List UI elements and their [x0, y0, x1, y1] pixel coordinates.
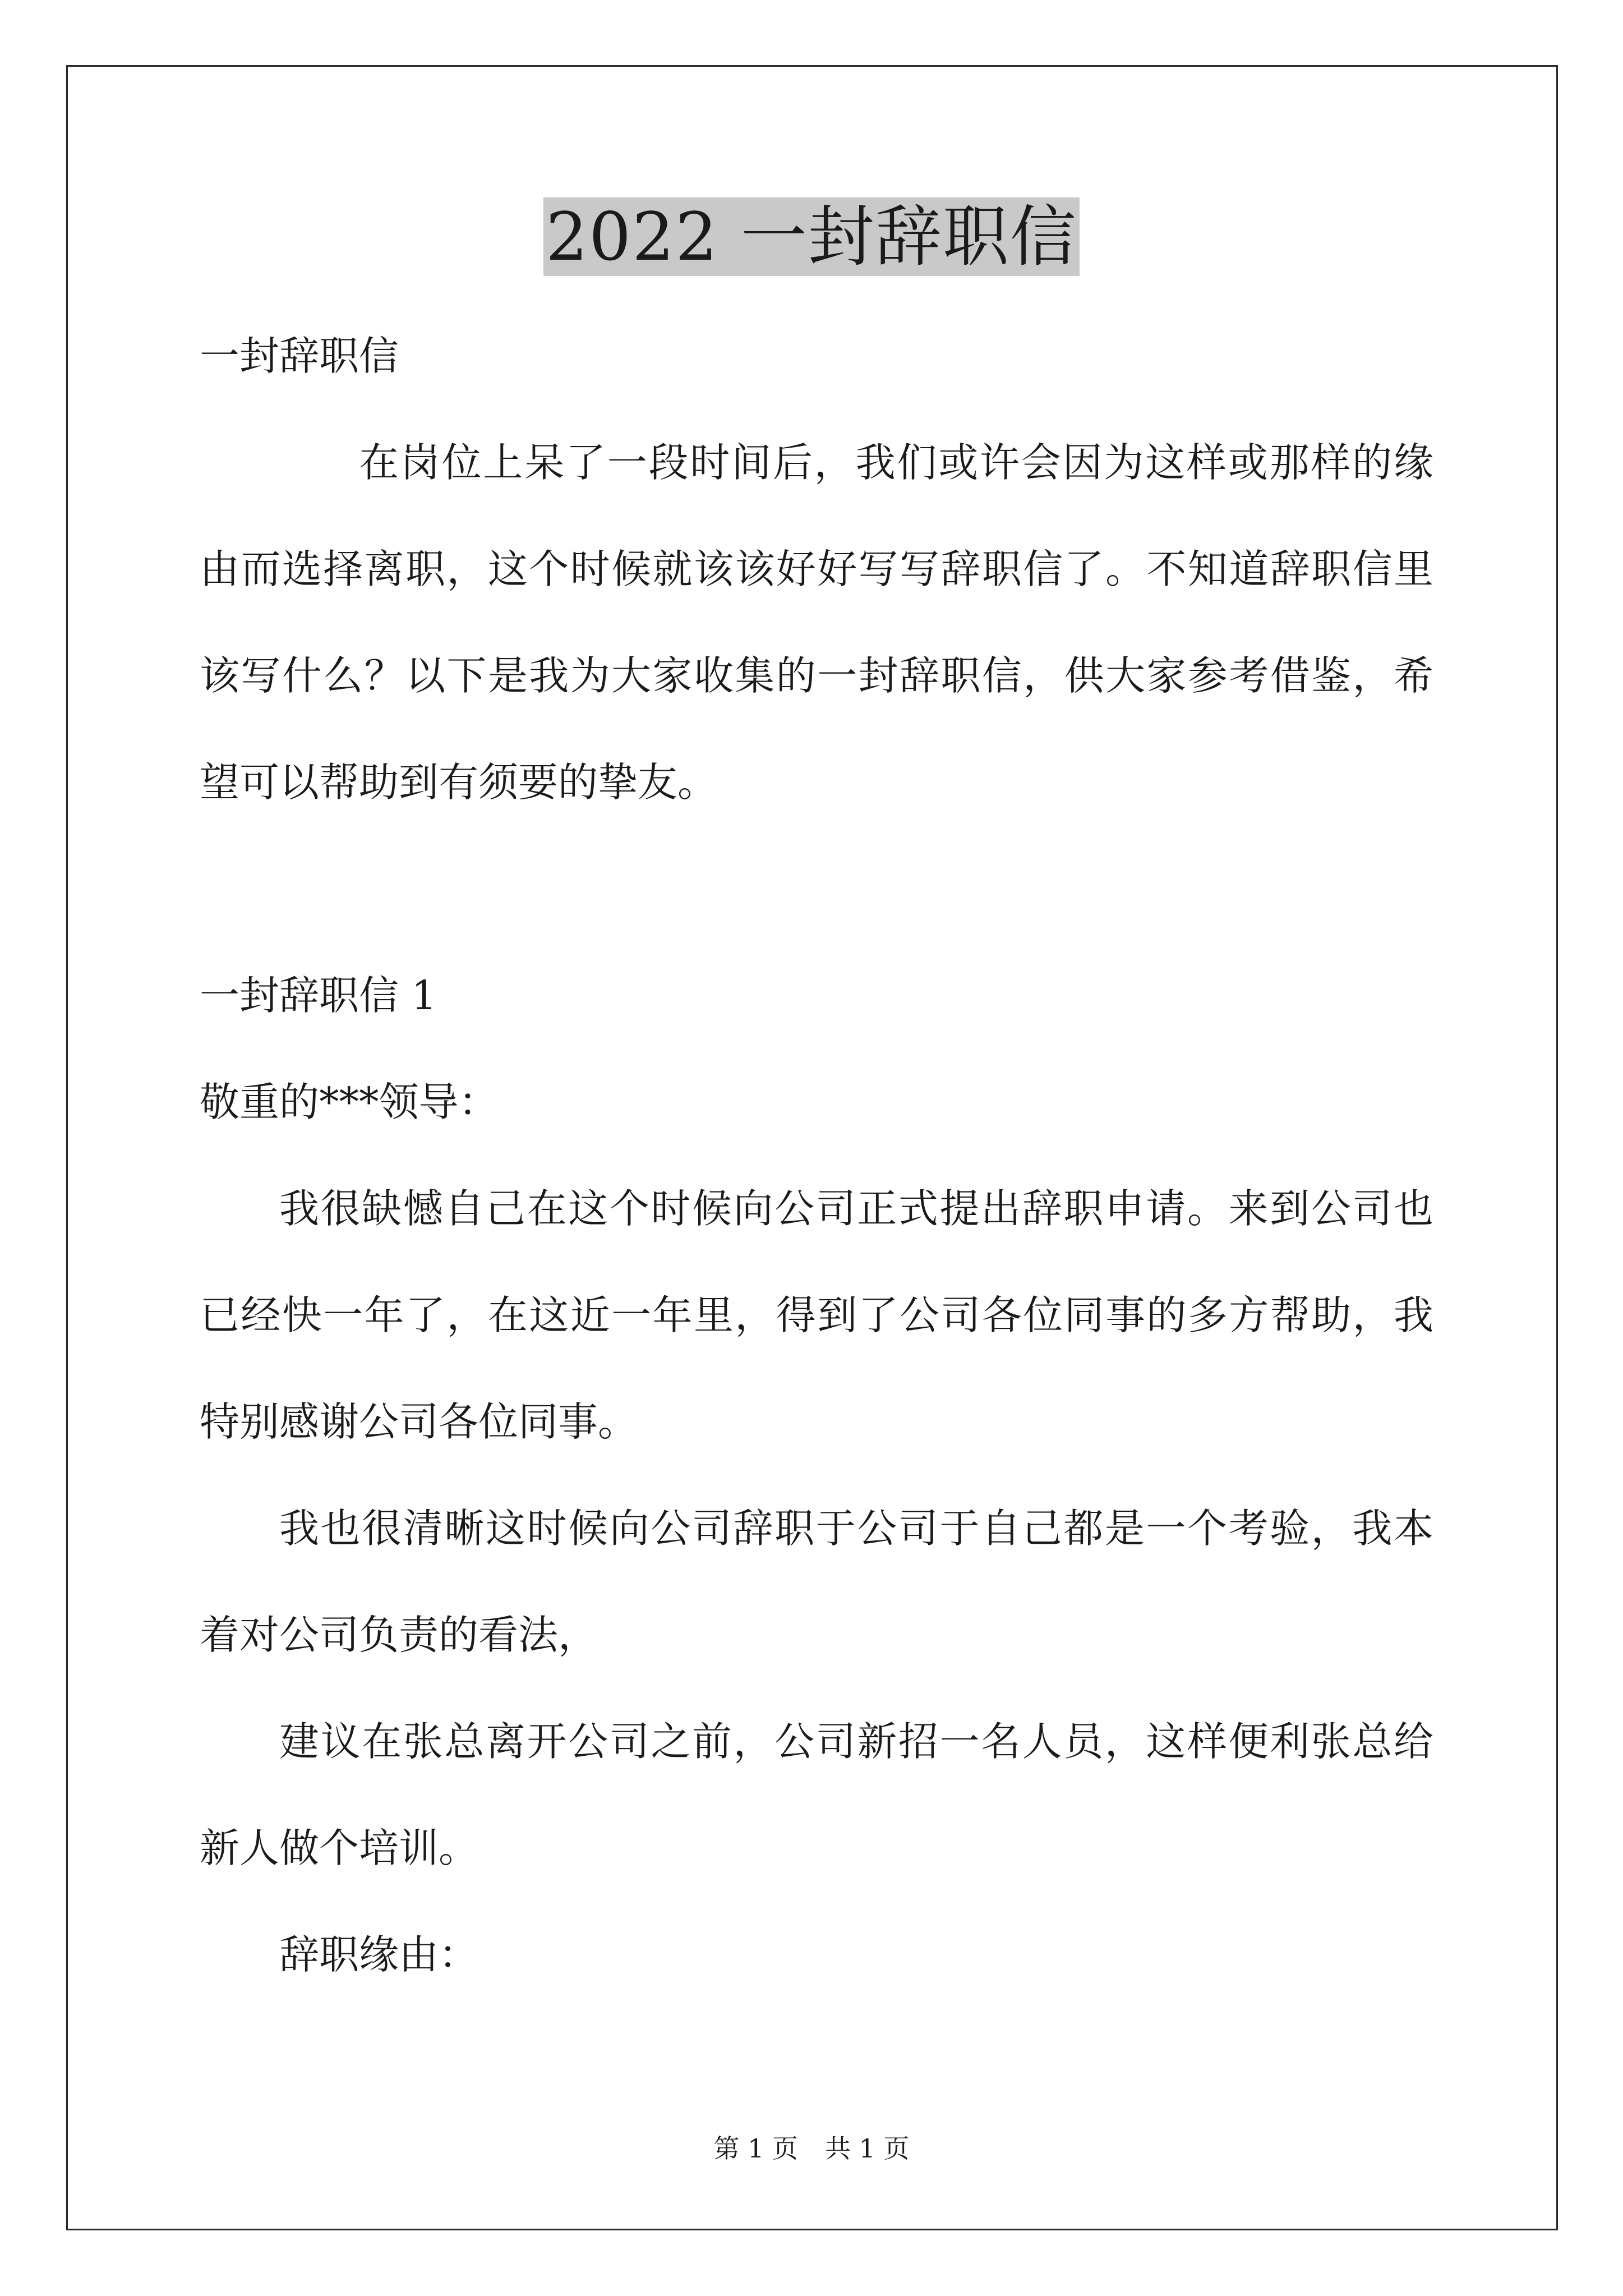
page-current: 第 1 页 — [713, 2133, 798, 2164]
body-paragraph-2: 我也很清晰这时候向公司辞职于公司于自己都是一个考验，我本着对公司负责的看法， — [200, 1505, 1433, 1658]
document-title: 2022 一封辞职信 — [543, 197, 1080, 276]
page-total: 共 1 页 — [825, 2133, 910, 2164]
letter-title: 一封辞职信 1 — [200, 972, 437, 1019]
body-paragraph-1: 我很缺憾自己在这个时候向公司正式提出辞职申请。来到公司也已经快一年了，在这近一年里，得到了公司各位同事的多方帮助，我特别感谢公司各位同事。 — [200, 1185, 1433, 1445]
document-body — [200, 303, 1433, 2008]
title-wrap — [0, 197, 1623, 276]
body-paragraph-3: 建议在张总离开公司之前，公司新招一名人员，这样便利张总给新人做个培训。 — [200, 1718, 1433, 1871]
intro-paragraph: 在岗位上呆了一段时间后，我们或许会因为这样或那样的缘由而选择离职，这个时候就该该好好写写辞职信了。不知道辞职信里该写什么？以下是我为大家收集的一封辞职信，供大家参考借鉴，希望可以帮助到有须要的挚友。 — [200, 439, 1433, 806]
section-heading: 一封辞职信 — [200, 333, 399, 379]
body-paragraph-4: 辞职缘由： — [279, 1931, 479, 1978]
spacer — [200, 836, 1433, 942]
salutation: 敬重的***领导： — [200, 1079, 499, 1125]
page-footer — [0, 2132, 1623, 2165]
